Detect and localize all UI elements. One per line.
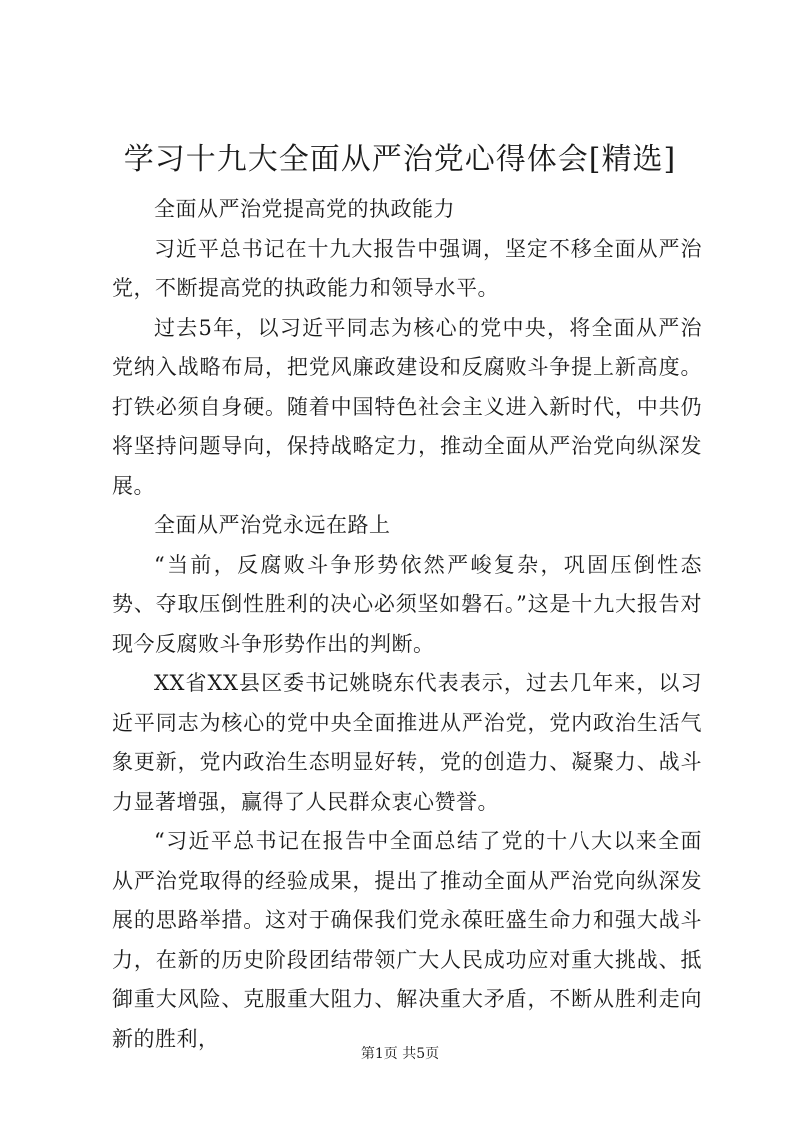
paragraph-2: 过去5年，以习近平同志为核心的党中央，将全面从严治党纳入战略布局，把党风廉政建设和反腐败斗争提上新高度。打铁必须自身硬。随着中国特色社会主义进入新时代，中共仍将坚持问题导向，保持战略定力，推动全面从严治党向纵深发展。 <box>112 315 702 498</box>
document-body <box>112 190 702 1059</box>
paragraph-heading-2: 全面从严治党永远在路上 <box>154 513 391 537</box>
page-footer: 第1页 共5页 <box>360 1046 440 1062</box>
paragraph-1: 习近平总书记在十九大报告中强调，坚定不移全面从严治党，不断提高党的执政能力和领导水平。 <box>112 236 702 300</box>
paragraph-5: “习近平总书记在报告中全面总结了党的十八大以来全面从严治党取得的经验成果，提出了推动全面从严治党向纵深发展的思路举措。这对于确保我们党永葆旺盛生命力和强大战斗力，在新的历史阶段团结带领广大人民成功应对重大挑战、抵御重大风险、克服重大阻力、解决重大矛盾，不断从胜利走向新的胜利， <box>112 829 702 1051</box>
paragraph-heading-1: 全面从严治党提高党的执政能力 <box>154 197 455 221</box>
paragraph-4: XX省XX县区委书记姚晓东代表表示，过去几年来，以习近平同志为核心的党中央全面推进从严治党，党内政治生活气象更新，党内政治生态明显好转，党的创造力、凝聚力、战斗力显著增强，赢得了人民群众衷心赞誉。 <box>112 671 702 814</box>
document-title: 学习十九大全面从严治党心得体会[精选] <box>123 142 677 177</box>
paragraph-3: “当前，反腐败斗争形势依然严峻复杂，巩固压倒性态势、夺取压倒性胜利的决心必须坚如磐石。”这是十九大报告对现今反腐败斗争形势作出的判断。 <box>112 552 702 656</box>
